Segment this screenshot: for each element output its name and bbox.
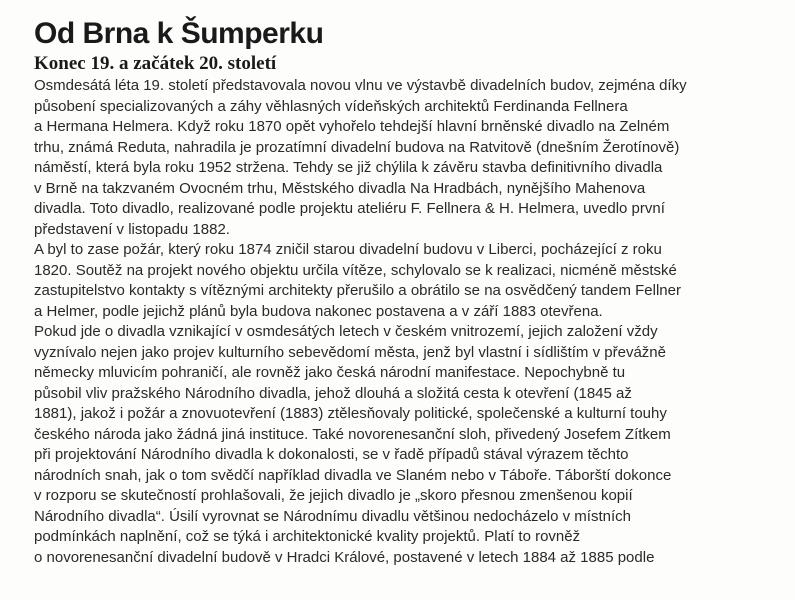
text-line: o novorenesanční divadelní budově v Hradci Králové, postavené v letech 1884 až 1885 podle [34,548,655,566]
page-title: Od Brna k Šumperku [34,17,324,50]
text-line: zastupitelstvo kontakty s vítěznými architekty přerušilo a obrátilo se na osvědčený tandem Fellner [34,282,681,299]
text-line: a Hermana Helmera. Když roku 1870 opět vyhořelo tehdejší hlavní brněnské divadlo na Zelném [34,118,670,135]
text-line: a Helmer, podle jejichž plánů byla budova nakonec postavena a v září 1883 otevřena. [34,302,603,320]
text-line: divadla. Toto divadlo, realizované podle projektu ateliéru F. Fellnera & H. Helmera, uvedlo první [34,200,665,217]
text-line: německy mluvicím pohraničí, ale rovněž jako česká národní manifestace. Nepochybně tu [34,364,626,381]
text-line: při projektování Národního divadla k dokonalosti, se v řadě případů stával výrazem těchto [34,446,629,463]
section-subtitle: Konec 19. a začátek 20. století [34,53,277,74]
text-line: Národního divadla“. Úsilí vyrovnat se Národnímu divadlu většinou nedocházelo v místních [34,507,631,525]
text-line: národních snah, jak o tom svědčí například divadla ve Slaném nebo v Táboře. Táborští dokonce [34,466,672,484]
text-line: náměstí, která byla roku 1952 stržena. Tehdy se již chýlila k závěru stavba definitivního divadla [34,159,663,176]
body-text [34,76,779,568]
text-line: 1820. Soutěž na projekt nového objektu určila vítěze, schylovalo se k realizaci, nicméně městské [34,261,677,279]
text-line: vyznívalo nejen jako projev kulturního sebevědomí města, jenž byl vlastní i sídlištím v převážně [34,343,666,361]
text-line: českého národa jako žádná jiná instituce. Také novorenesanční sloh, přivedený Josefem Zítkem [34,425,671,443]
text-line: 1881), jakož i požár a znovuotevření (1883) ztělesňovaly politické, společenské a kulturní touhy [34,405,667,422]
text-line: Osmdesátá léta 19. století představovala novou vlnu ve výstavbě divadelních budov, zejména díky [34,77,687,94]
text-line: působení specializovaných a záhy věhlasných vídeňských architektů Ferdinanda Fellnera [34,97,628,115]
text-line: působil vliv pražského Národního divadla, jehož dlouhá a složitá cesta k otevření (1845 až [34,384,632,402]
text-line: Pokud jde o divadla vznikající v osmdesátých letech v českém vnitrozemí, jejich založení vždy [34,323,658,340]
text-line: trhu, známá Reduta, nahradila je prozatímní divadelní budova na Ratvitově (dnešním Žerotínově) [34,138,680,156]
text-line: představení v listopadu 1882. [34,220,230,238]
text-line: v Brně na takzvaném Ovocném trhu, Městského divadla Na Hradbách, nynějšího Mahenova [34,179,646,197]
text-line: A byl to zase požár, který roku 1874 zničil starou divadelní budovu v Liberci, pocházející z roku [34,241,662,258]
text-line: podmínkách naplnění, což se týká i architektonické kvality projektů. Platí to rovněž [34,528,581,545]
text-line: v rozporu se skutečností prohlašovali, že jejich divadlo je „skoro přesnou zmenšenou kopií [34,487,633,504]
